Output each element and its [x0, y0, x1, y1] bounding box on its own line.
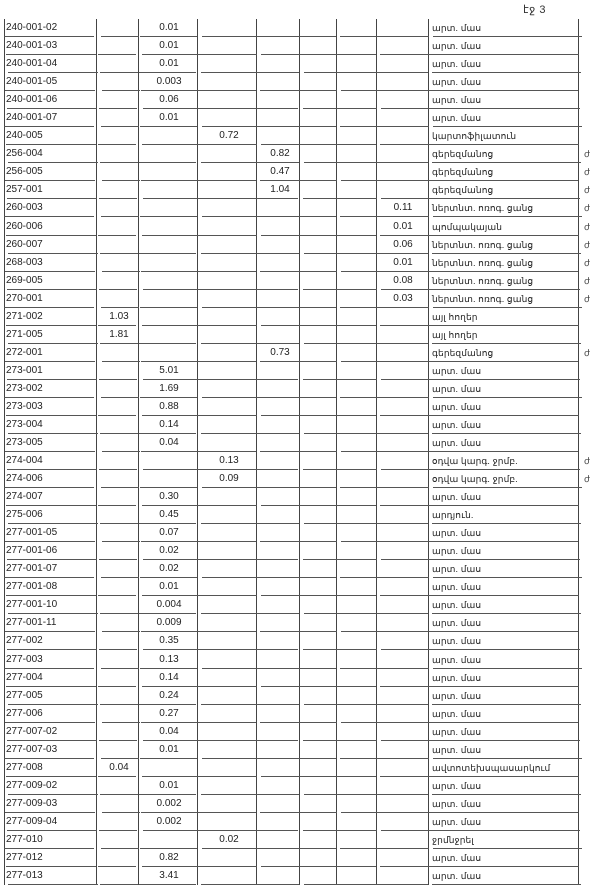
- area-value: 0.04: [159, 437, 179, 448]
- area-value: 0.47: [270, 166, 290, 178]
- area-value: 0.14: [159, 671, 179, 683]
- parcel-code: 275-006: [6, 509, 43, 521]
- table-row: [4, 127, 590, 145]
- parcel-code: 257-001: [6, 184, 43, 196]
- land-use-label: արտ. մաս: [432, 492, 482, 503]
- area-value: 0.01: [159, 743, 179, 755]
- parcel-code: 277-001-10: [6, 599, 58, 611]
- row-rule: [339, 884, 378, 885]
- margin-mark: ժ: [584, 239, 590, 250]
- table-row: [4, 434, 590, 452]
- parcel-code: 273-004: [6, 418, 43, 430]
- table-row: [4, 506, 590, 524]
- table-row: [4, 55, 590, 73]
- area-value: 0.03: [393, 292, 413, 304]
- land-use-label: ներտնտ. ոռոգ. ցանց: [432, 239, 534, 250]
- land-use-label: արտ. մաս: [432, 871, 482, 881]
- land-use-label: օդվա կարգ. ջրմբ.: [432, 456, 518, 467]
- table-row: [4, 849, 590, 867]
- table-row: [4, 669, 590, 687]
- land-use-label: ներտնտ. ոռոգ. ցանց: [432, 257, 534, 268]
- parcel-code: 277-005: [6, 689, 43, 701]
- table-row: [4, 452, 590, 470]
- area-value: 3.41: [159, 870, 179, 881]
- table-row: [4, 542, 590, 560]
- area-value: 0.009: [156, 617, 182, 629]
- area-value: 0.27: [159, 707, 179, 719]
- land-use-label: արտ. մաս: [432, 41, 482, 52]
- margin-mark: ժ: [584, 167, 590, 178]
- area-value: 0.02: [219, 833, 239, 845]
- land-use-label: արտ. մաս: [432, 59, 482, 70]
- margin-mark: ժ: [584, 275, 590, 286]
- land-use-label: գերեզմանոց: [432, 149, 494, 160]
- parcel-code: 260-006: [6, 220, 43, 232]
- table-row: [4, 614, 590, 632]
- parcel-code: 277-009-04: [6, 815, 58, 827]
- area-value: 0.07: [159, 527, 179, 539]
- row-rule: [100, 884, 138, 885]
- area-value: 0.002: [156, 815, 182, 827]
- land-use-label: արտ. մաս: [432, 726, 482, 737]
- parcel-code: 277-001-07: [6, 563, 58, 575]
- area-value: 0.06: [393, 238, 413, 250]
- land-use-label: արտ. մաս: [432, 618, 482, 629]
- parcel-code: 240-001-06: [6, 94, 58, 106]
- parcel-code: 273-005: [6, 437, 43, 448]
- area-value: 0.01: [393, 220, 413, 232]
- parcel-code: 272-001: [6, 346, 43, 358]
- table-row: [4, 488, 590, 506]
- land-use-label: արտ. մաս: [432, 438, 482, 448]
- land-use-label: կարտոֆիլատուն: [432, 131, 517, 142]
- land-use-label: արտ. մաս: [432, 690, 482, 701]
- table-row: [4, 290, 590, 308]
- parcel-code: 277-007-03: [6, 743, 58, 755]
- area-value: 0.01: [159, 40, 179, 52]
- parcel-code: 277-007-02: [6, 725, 58, 737]
- table-row: [4, 218, 590, 236]
- area-value: 0.01: [159, 779, 179, 791]
- area-value: 0.45: [159, 509, 179, 521]
- parcel-code: 277-003: [6, 653, 43, 665]
- area-value: 0.002: [156, 797, 182, 809]
- table-row: [4, 687, 590, 705]
- table-row: [4, 272, 590, 290]
- table-row: [4, 199, 590, 217]
- row-rule: [258, 884, 299, 885]
- parcel-code: 268-003: [6, 256, 43, 268]
- land-use-label: արտ. մաս: [432, 744, 482, 755]
- area-value: 0.01: [159, 22, 179, 34]
- parcel-code: 240-001-05: [6, 76, 58, 88]
- land-use-label: արտ. մաս: [432, 528, 482, 539]
- area-value: 0.01: [159, 58, 179, 70]
- area-value: 0.88: [159, 400, 179, 412]
- table-row: [4, 705, 590, 723]
- table-row: [4, 831, 590, 849]
- table-row: [4, 362, 590, 380]
- table-row: [4, 145, 590, 163]
- page-number: էջ 3: [523, 4, 546, 16]
- area-value: 0.14: [159, 418, 179, 430]
- margin-mark: ժ: [584, 257, 590, 268]
- land-use-label: արտ. մաս: [432, 600, 482, 611]
- land-use-label: գերեզմանոց: [432, 167, 494, 178]
- parcel-code: 277-002: [6, 635, 43, 647]
- area-value: 0.04: [109, 761, 129, 773]
- land-use-label: ավտոտեխսպասարկում: [432, 762, 551, 773]
- area-value: 1.69: [159, 382, 179, 394]
- table-row: [4, 19, 590, 37]
- land-use-label: ներտնտ. ոռոգ. ցանց: [432, 293, 534, 304]
- parcel-code: 274-007: [6, 491, 43, 503]
- parcel-code: 277-001-08: [6, 581, 58, 593]
- land-use-label: արդյուն.: [432, 510, 474, 521]
- land-use-label: արտ. մաս: [432, 113, 482, 124]
- table-row: [4, 867, 590, 885]
- area-value: 0.30: [159, 491, 179, 503]
- parcel-code: 277-013: [6, 870, 43, 881]
- row-rule: [377, 884, 428, 885]
- row-rule: [304, 884, 340, 885]
- area-value: 0.004: [156, 599, 182, 611]
- table-row: [4, 398, 590, 416]
- land-use-label: ներտնտ. ոռոգ. ցանց: [432, 203, 534, 214]
- area-value: 0.06: [159, 94, 179, 106]
- area-value: 0.82: [159, 851, 179, 863]
- land-use-label: արտ. մաս: [432, 636, 482, 647]
- margin-mark: ժ: [584, 347, 590, 358]
- parcel-code: 260-003: [6, 202, 43, 214]
- land-use-label: արտ. մաս: [432, 582, 482, 593]
- parcel-code: 277-001-05: [6, 527, 58, 539]
- parcel-code: 277-008: [6, 761, 43, 773]
- land-use-label: արտ. մաս: [432, 546, 482, 557]
- table-row: [4, 741, 590, 759]
- area-value: 0.02: [159, 545, 179, 557]
- parcel-code: 271-002: [6, 310, 43, 322]
- table-row: [4, 416, 590, 434]
- table-row: [4, 560, 590, 578]
- area-value: 0.04: [159, 725, 179, 737]
- land-use-label: այլ հողեր: [432, 329, 478, 340]
- land-use-label: օդվա կարգ. ջրմբ.: [432, 474, 518, 485]
- margin-mark: ժ: [584, 185, 590, 196]
- table-row: [4, 777, 590, 795]
- parcel-code: 271-005: [6, 328, 43, 340]
- table-row: [4, 795, 590, 813]
- area-value: 1.81: [109, 328, 129, 340]
- area-value: 1.03: [109, 310, 129, 322]
- parcel-code: 273-001: [6, 364, 43, 376]
- parcel-code: 277-012: [6, 851, 43, 863]
- area-value: 0.09: [219, 473, 239, 485]
- parcel-code: 277-006: [6, 707, 43, 719]
- land-use-label: արտ. մաս: [432, 672, 482, 683]
- land-use-label: արտ. մաս: [432, 419, 482, 430]
- parcel-code: 240-001-03: [6, 40, 58, 52]
- parcel-code: 240-001-07: [6, 112, 58, 124]
- table-row: [4, 37, 590, 55]
- margin-mark: ժ: [584, 456, 590, 467]
- area-value: 5.01: [159, 364, 179, 376]
- parcel-code: 240-001-04: [6, 58, 58, 70]
- area-value: 0.72: [219, 130, 239, 142]
- area-value: 0.24: [159, 689, 179, 701]
- land-use-label: գերեզմանոց: [432, 185, 494, 196]
- table-row: [4, 344, 590, 362]
- table-row: [4, 723, 590, 741]
- land-use-label: գերեզմանոց: [432, 347, 494, 358]
- table-row: [4, 109, 590, 127]
- land-use-label: արտ. մաս: [432, 401, 482, 412]
- land-use-label: արտ. մաս: [432, 23, 482, 34]
- table-row: [4, 524, 590, 542]
- land-use-label: արտ. մաս: [432, 654, 482, 665]
- parcel-code: 260-007: [6, 238, 43, 250]
- table-row: [4, 308, 590, 326]
- table-row: [4, 596, 590, 614]
- parcel-code: 277-009-03: [6, 797, 58, 809]
- land-use-label: արտ. մաս: [432, 365, 482, 376]
- area-value: 0.35: [159, 635, 179, 647]
- row-rule: [201, 884, 259, 885]
- land-use-label: արտ. մաս: [432, 95, 482, 106]
- table-row: [4, 91, 590, 109]
- area-value: 0.01: [393, 256, 413, 268]
- area-value: 0.08: [393, 274, 413, 286]
- area-value: 0.02: [159, 563, 179, 575]
- parcel-code: 269-005: [6, 274, 43, 286]
- parcel-code: 240-001-02: [6, 22, 58, 34]
- table-row: [4, 254, 590, 272]
- land-use-label: արտ. մաս: [432, 77, 482, 88]
- parcel-code: 273-002: [6, 382, 43, 394]
- area-value: 0.13: [159, 653, 179, 665]
- land-use-label: արտ. մաս: [432, 708, 482, 719]
- parcel-code: 274-006: [6, 473, 43, 485]
- area-value: 0.82: [270, 148, 290, 160]
- area-value: 0.13: [219, 455, 239, 467]
- land-use-label: արտ. մաս: [432, 780, 482, 791]
- land-parcel-table: [4, 19, 590, 885]
- parcel-code: 273-003: [6, 400, 43, 412]
- area-value: 0.003: [156, 76, 182, 88]
- parcel-code: 240-005: [6, 130, 43, 142]
- table-row: [4, 651, 590, 669]
- margin-mark: ժ: [584, 149, 590, 160]
- table-row: [4, 632, 590, 650]
- parcel-code: 270-001: [6, 292, 43, 304]
- parcel-code: 277-009-02: [6, 779, 58, 791]
- land-use-label: ջրմնջրել: [432, 834, 474, 845]
- area-value: 0.11: [393, 202, 413, 214]
- parcel-code: 277-004: [6, 671, 43, 683]
- area-value: 1.04: [270, 184, 290, 196]
- table-row: [4, 236, 590, 254]
- margin-mark: ժ: [584, 203, 590, 214]
- land-use-label: արտ. մաս: [432, 852, 482, 863]
- table-row: [4, 380, 590, 398]
- land-use-label: պոմպակայան: [432, 221, 503, 232]
- area-value: 0.01: [159, 112, 179, 124]
- table-row: [4, 813, 590, 831]
- margin-mark: ժ: [584, 474, 590, 485]
- table-row: [4, 326, 590, 344]
- area-value: 0.01: [159, 581, 179, 593]
- land-use-label: ներտնտ. ոռոգ. ցանց: [432, 275, 534, 286]
- parcel-code: 256-004: [6, 148, 43, 160]
- land-use-label: այլ հողեր: [432, 311, 478, 322]
- land-use-label: արտ. մաս: [432, 816, 482, 827]
- table-row: [4, 73, 590, 91]
- table-row: [4, 163, 590, 181]
- table-row: [4, 470, 590, 488]
- area-value: 0.73: [270, 346, 290, 358]
- land-use-label: արտ. մաս: [432, 383, 482, 394]
- land-use-label: արտ. մաս: [432, 564, 482, 575]
- parcel-code: 277-001-11: [6, 617, 57, 629]
- table-row: [4, 181, 590, 199]
- margin-mark: ժ: [584, 221, 590, 232]
- land-use-label: արտ. մաս: [432, 798, 482, 809]
- table-row: [4, 578, 590, 596]
- parcel-code: 277-001-06: [6, 545, 58, 557]
- table-row: [4, 759, 590, 777]
- parcel-code: 274-004: [6, 455, 43, 467]
- parcel-code: 277-010: [6, 833, 43, 845]
- parcel-code: 256-005: [6, 166, 43, 178]
- margin-mark: ժ: [584, 293, 590, 304]
